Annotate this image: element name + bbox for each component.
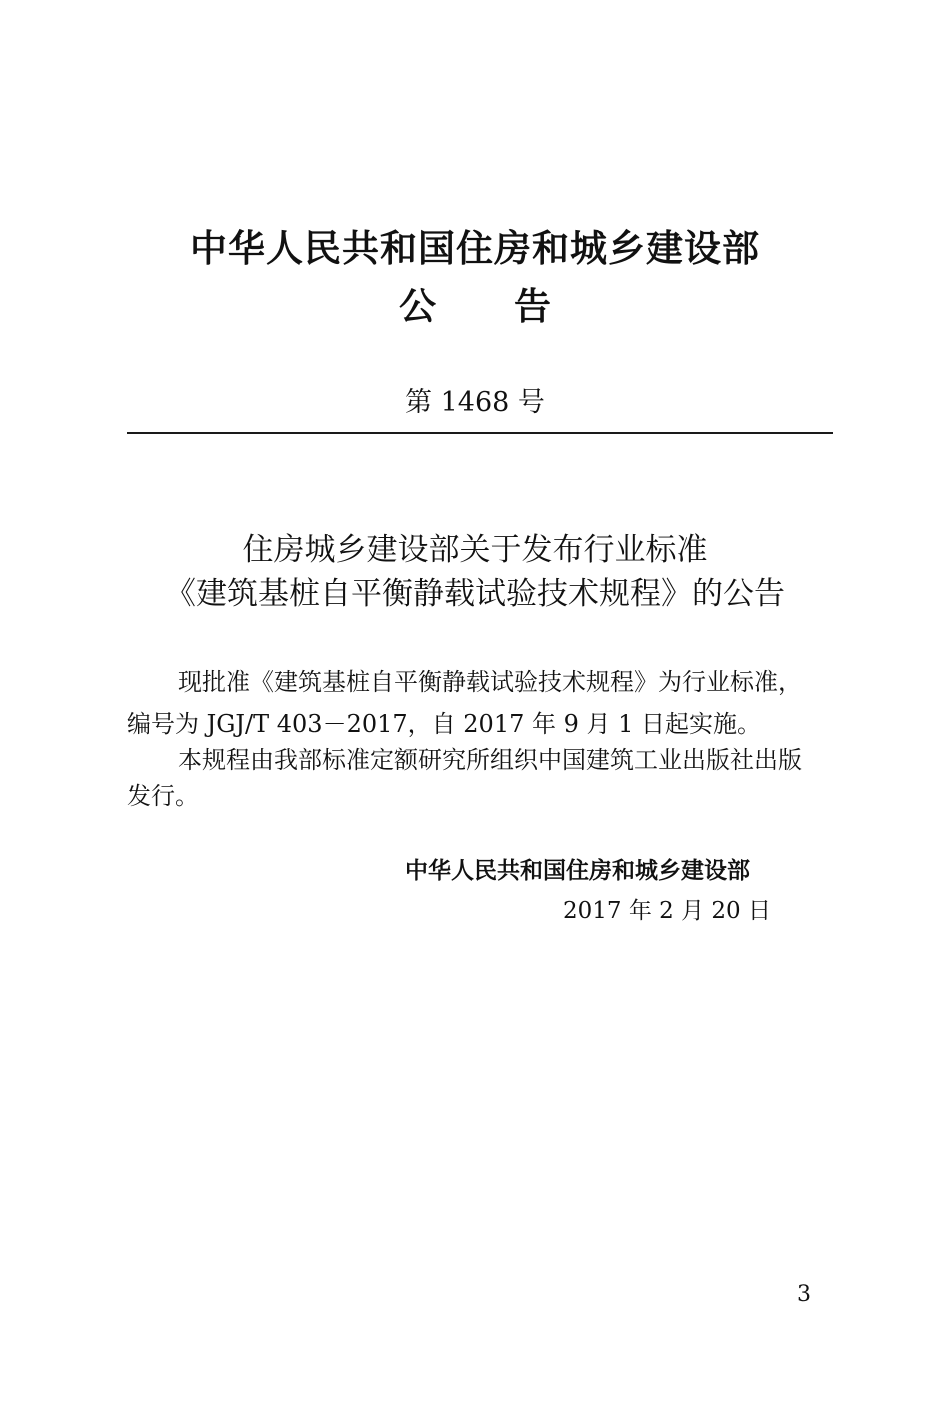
- notice-number: 第 1468 号: [405, 387, 545, 418]
- announcement-title-line-1: 住房城乡建设部关于发布行业标准: [242, 532, 708, 568]
- header-divider: [127, 432, 833, 434]
- body-paragraph-1-line-2: 编号为 JGJ/T 403－2017，自 2017 年 9 月 1 日起实施。: [127, 710, 762, 738]
- page-number: 3: [797, 1282, 811, 1307]
- body-paragraph-2-line-1: 本规程由我部标准定额研究所组织中国建筑工业出版社出版: [178, 746, 802, 774]
- signature-organization: 中华人民共和国住房和城乡建设部: [405, 858, 750, 884]
- signature-date: 2017 年 2 月 20 日: [563, 898, 771, 924]
- ministry-title: 中华人民共和国住房和城乡建设部: [190, 227, 760, 270]
- body-paragraph-1-line-1: 现批准《建筑基桩自平衡静载试验技术规程》为行业标准，: [178, 668, 802, 696]
- announcement-title-line-2: 《建筑基桩自平衡静载试验技术规程》的公告: [165, 576, 785, 612]
- body-paragraph-2-line-2: 发行。: [127, 782, 199, 810]
- notice-heading: 公告: [399, 285, 629, 328]
